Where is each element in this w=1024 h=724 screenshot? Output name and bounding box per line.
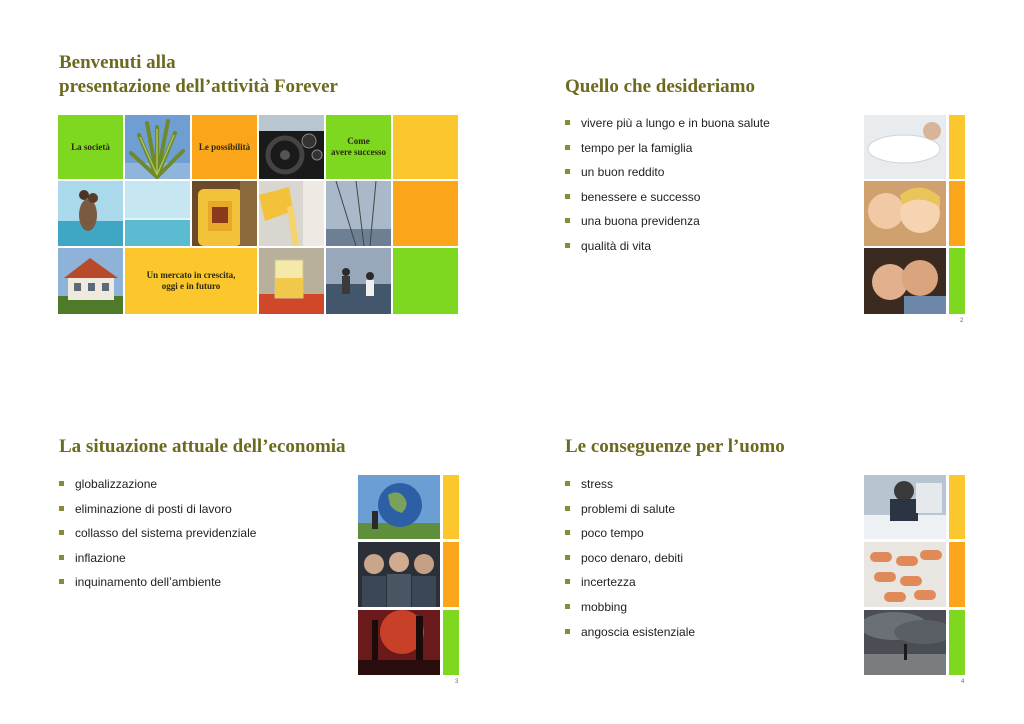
couple-sea-photo	[58, 181, 123, 246]
slide-1-title-line1: Benvenuti alla	[59, 52, 176, 73]
side-bar-green	[949, 610, 965, 675]
list-item: problemi di salute	[565, 502, 695, 527]
slide-1-title-line2: presentazione dell’attività Forever	[59, 76, 338, 97]
list-item: collasso del sistema previdenziale	[59, 526, 256, 551]
side-bar-yellow	[949, 475, 965, 539]
list-item: una buona previdenza	[565, 214, 770, 239]
aloe-product-bottle-photo	[192, 181, 257, 246]
slide-4	[512, 362, 1024, 724]
juice-pouring-photo	[259, 181, 324, 246]
slide-4-bullet-list	[565, 477, 695, 649]
resting-man-photo	[864, 115, 946, 179]
side-bar-green	[443, 610, 459, 675]
three-wise-men-photo	[358, 542, 440, 607]
slide-3-bullet-list	[59, 477, 256, 600]
slide-2-bullet-list	[565, 116, 770, 264]
list-item: tempo per la famiglia	[565, 141, 770, 166]
list-item: stress	[565, 477, 695, 502]
sailing-people-photo	[326, 248, 391, 314]
list-item: inquinamento dell’ambiente	[59, 575, 256, 600]
globe-pushing-photo	[358, 475, 440, 539]
house-photo	[58, 248, 123, 314]
sea-horizon-photo	[125, 181, 190, 246]
page-number: 2	[960, 318, 964, 324]
side-bar-green	[949, 248, 965, 314]
pills-photo	[864, 542, 946, 607]
couple-smiling-photo	[864, 248, 946, 314]
tile-yellow-r1	[393, 115, 458, 179]
tile-le-possibilita-label: Le possibilità	[198, 141, 251, 152]
slide-1	[0, 0, 512, 362]
side-bar-orange	[443, 542, 459, 607]
slide-2	[512, 0, 1024, 362]
stormy-sky-photo	[864, 610, 946, 675]
list-item: benessere e successo	[565, 190, 770, 215]
slide-4-title: Le conseguenze per l’uomo	[565, 436, 785, 457]
side-bar-orange	[949, 542, 965, 607]
list-item: inflazione	[59, 551, 256, 576]
side-bar-yellow	[443, 475, 459, 539]
aloe-plant-photo	[125, 115, 190, 179]
slide-1-title	[59, 51, 338, 99]
list-item: mobbing	[565, 600, 695, 625]
tile-le-possibilita	[192, 115, 257, 179]
tile-mercato-line1: Un mercato in crescita,	[146, 270, 236, 280]
tile-la-societa	[58, 115, 123, 179]
side-bar-yellow	[949, 115, 965, 179]
children-photo	[864, 181, 946, 246]
list-item: eliminazione di posti di lavoro	[59, 502, 256, 527]
side-bar-orange	[949, 181, 965, 246]
stressed-man-photo	[864, 475, 946, 539]
tile-orange-r2	[393, 181, 458, 246]
list-item: globalizzazione	[59, 477, 256, 502]
page-number: 4	[961, 679, 965, 685]
list-item: qualità di vita	[565, 239, 770, 264]
tile-mercato-in-crescita	[125, 248, 257, 314]
tile-successo-line1: Come	[347, 136, 370, 146]
sailboat-rigging-photo	[326, 181, 391, 246]
tile-come-avere-successo-label	[331, 136, 386, 158]
list-item: poco denaro, debiti	[565, 551, 695, 576]
car-dashboard-photo	[259, 115, 324, 179]
tile-mercato-line2: oggi e in futuro	[161, 281, 221, 291]
slide-2-title: Quello che desideriamo	[565, 76, 755, 97]
list-item: incertezza	[565, 575, 695, 600]
list-item: angoscia esistenziale	[565, 625, 695, 650]
drink-glass-photo	[259, 248, 324, 314]
tile-mercato-label	[147, 270, 236, 292]
list-item: un buon reddito	[565, 165, 770, 190]
list-item: poco tempo	[565, 526, 695, 551]
list-item: vivere più a lungo e in buona salute	[565, 116, 770, 141]
tile-successo-line2: avere successo	[330, 147, 387, 157]
page-number: 3	[455, 679, 459, 685]
tile-la-societa-label: La società	[71, 141, 110, 152]
slide-3-title: La situazione attuale dell’economia	[59, 436, 346, 457]
industrial-pollution-photo	[358, 610, 440, 675]
tile-come-avere-successo	[326, 115, 391, 179]
tile-green-r3	[393, 248, 458, 314]
slide-3	[0, 362, 512, 724]
